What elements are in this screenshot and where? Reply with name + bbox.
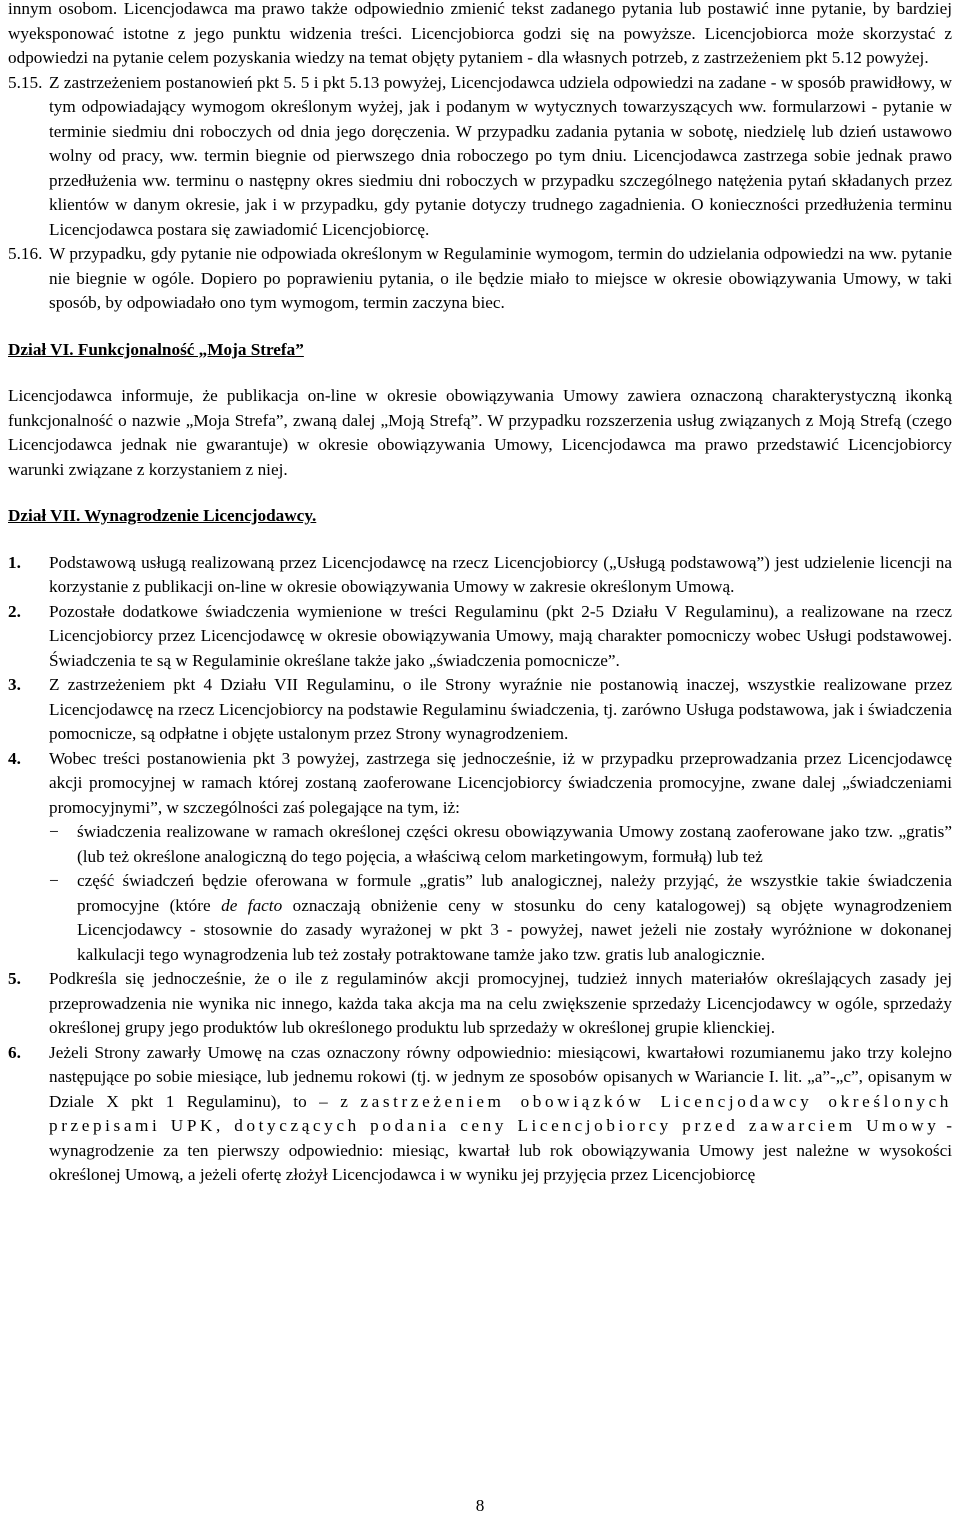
- item-6-text-part: Jeżeli Strony zawarły Umowę na czas oznaczony równy odpowiednio: miesiącowi, kwartałowi rozumianemu jako trzy kolejno następujące po sobie miesiące, lub jednemu rokowi (tj. w jednym ze sposobów opisanych w Wariancie I. lit. „a”-„c”, opisanym w Dziale X pkt 1 Regulaminu), to – z: [49, 1042, 952, 1111]
- section-5-15: [8, 71, 952, 243]
- section-number: 5.15.: [8, 72, 43, 92]
- item-text: Z zastrzeżeniem pkt 4 Działu VII Regulaminu, o ile Strony wyraźnie nie postanowią inaczej, wszystkie realizowane przez Licencjodawcę na rzecz Licencjobiorcy na podstawie Regulaminu świadczenia, tj. zarówno Usługa podstawowa, jak i świadczenia pomocnicze, są odpłatne i objęte ustalonym przez Strony wynagrodzeniem.: [49, 675, 952, 743]
- dash-text: świadczenia realizowane w ramach określonej części okresu obowiązywania Umowy zostaną zaoferowane jako tzw. „gratis” (lub też określone analogiczną do tego pojęcia, a właściwą celom marketingowym, formułą) lub też: [77, 822, 952, 866]
- dash-text-part: część świadczeń będzie oferowana w formule „gratis” lub analogicznej, należy przyjąć, że wszystkie takie świadczenia promocyjne (które: [77, 871, 952, 915]
- intro-paragraph: innym osobom. Licencjodawca ma prawo także odpowiednio zmienić tekst zadanego pytania lub postawić inne pytanie, by bardziej wyeksponować istotne z jego punktu widzenia treści. Licencjobiorca godzi się na powyższe. Licencjobiorca może skorzystać z odpowiedzi na pytanie celem pozyskania wiedzy na temat objęty pytaniem - dla własnych potrzeb, z zastrzeżeniem pkt 5.12 powyżej.: [8, 0, 952, 67]
- dash-item: [49, 869, 952, 967]
- section-number: 5.16.: [8, 244, 43, 263]
- page-number: 8: [475, 1496, 485, 1515]
- item-number: 6.: [8, 1042, 21, 1062]
- dash-text-part: oznaczają obniżenie ceny w stosunku do ceny katalogowej) są objęte wynagrodzeniem Licencjodawcy - stosownie do zasady wyrażonej w pkt 3 - powyżej, nawet jeżeli nie zostały wyróżnione w dokonanej kalkulacji tego wynagrodzenia lub też zostały potraktowane tamże jako tzw. gratis lub analogicznie.: [77, 895, 952, 964]
- item-number: 1.: [8, 552, 21, 572]
- dzial-6-heading: Dział VI. Funkcjonalność „Moja Strefa”: [8, 339, 304, 359]
- dzial-7-heading: Dział VII. Wynagrodzenie Licencjodawcy.: [8, 506, 317, 525]
- list-item: [8, 673, 952, 747]
- item-number: 2.: [8, 601, 21, 621]
- page-content: [8, 0, 952, 1188]
- list-item: [8, 600, 952, 674]
- dash-item: [49, 820, 952, 869]
- item-text: [49, 1041, 952, 1188]
- dzial-6-text: Licencjodawca informuje, że publikacja on-line w okresie obowiązywania Umowy zawiera oznaczoną charakterystyczną ikonką funkcjonalność o nazwie „Moja Strefa”, zwaną dalej „Moją Strefą”. W przypadku rozszerzenia usług związanych z Moją Strefą (czego Licencjodawca jednak nie gwarantuje) w okresie obowiązywania Umowy, Licencjodawca ma prawo przedstawić Licencjobiorcy warunki związane z korzystaniem z niej.: [8, 386, 952, 479]
- item-text: Podkreśla się jednocześnie, że o ile z regulaminów akcji promocyjnej, tudzież innych materiałów określających zasady jej przeprowadzenia nie wynika nic innego, każda taka akcja ma na celu zwiększenie sprzedaży Licencjodawcy w ogóle, sprzedaży określonej grupy jego produktów lub określonego produktu lub sprzedaży w określonej grupie klienckiej.: [49, 969, 952, 1037]
- section-5-16: [8, 242, 952, 316]
- item-number: 3.: [8, 675, 21, 694]
- dash-text: [77, 869, 952, 967]
- item-4-text: Wobec treści postanowienia pkt 3 powyżej, zastrzega się jednocześnie, iż w przypadku przeprowadzania przez Licencjodawcę akcji promocyjnej w ramach której zostaną zaoferowane Licencjobiorcy świadczenia promocyjne, zwane dalej „świadczeniami promocyjnymi”, w szczególności zaś polegające na tym, iż:: [49, 748, 952, 817]
- item-6-text-part: - wynagrodzenie za ten pierwszy odpowiednio: miesiąc, kwartał lub rok obowiązywania Umowy jest należne w wysokości określonej Umową, a jeżeli ofertę złożył Licencjodawca i w wyniku jej przyjęcia przez Licencjobiorcę: [49, 1116, 952, 1184]
- list-item: [8, 551, 952, 600]
- item-number: 5.: [8, 969, 21, 988]
- item-6-spaced-text: zastrzeżeniem obowiązków Licencjodawcy określonych przepisami UPK, dotyczących podania ceny Licencjobiorcy przed zawarciem Umowy: [49, 1091, 953, 1135]
- dash-bullet: −: [49, 871, 59, 890]
- list-item: [8, 967, 952, 1041]
- section-text: W przypadku, gdy pytanie nie odpowiada określonym w Regulaminie wymogom, termin do udzielania odpowiedzi na ww. pytanie nie biegnie w ogóle. Dopiero po poprawieniu pytania, o ile będzie miało to miejsce w okresie obowiązywania Umowy, w taki sposób, by odpowiadało ono tym wymogom, termin zaczyna biec.: [49, 244, 952, 312]
- item-text: [49, 747, 952, 968]
- de-facto-italic: de facto: [221, 895, 283, 915]
- list-item: [8, 1041, 952, 1188]
- item-number: 4.: [8, 748, 21, 768]
- dash-bullet: −: [49, 822, 59, 841]
- list-item: [8, 747, 952, 968]
- section-text: Z zastrzeżeniem postanowień pkt 5. 5 i pkt 5.13 powyżej, Licencjodawca udziela odpowiedzi na zadane - w sposób prawidłowy, w tym odpowiadający wymogom określonym wyżej, jak i podanym w wytycznych towarzyszących ww. formularzowi - pytanie w terminie siedmiu dni roboczych od dnia jego doręczenia. W przypadku zadania pytania w sobotę, niedzielę lub dzień ustawowo wolny od pracy, ww. termin biegnie od pierwszego dnia roboczego po tym dniu. Licencjodawca zastrzega sobie jednak prawo przedłużenia ww. terminu o następny okres siedmiu dni roboczych w przypadku szczególnego natężenia pytań składanych przez klientów w danym okresie, jak i w przypadku, gdy pytanie dotyczy trudnego zagadnienia. O konieczności przedłużenia terminu Licencjodawca postara się zawiadomić Licencjobiorcę.: [49, 72, 952, 239]
- item-text: Pozostałe dodatkowe świadczenia wymienione w treści Regulaminu (pkt 2-5 Działu V Regulaminu), a realizowane na rzecz Licencjobiorcy przez Licencjodawcę w okresie obowiązywania Umowy, mają charakter pomocniczy wobec Usługi podstawowej. Świadczenia te są w Regulaminie określane także jako „świadczenia pomocnicze”.: [49, 601, 952, 670]
- item-text: Podstawową usługą realizowaną przez Licencjodawcę na rzecz Licencjobiorcy („Usługą podstawową”) jest udzielenie licencji na korzystanie z publikacji on-line w okresie obowiązywania Umowy w zakresie określonym Umową.: [49, 552, 952, 596]
